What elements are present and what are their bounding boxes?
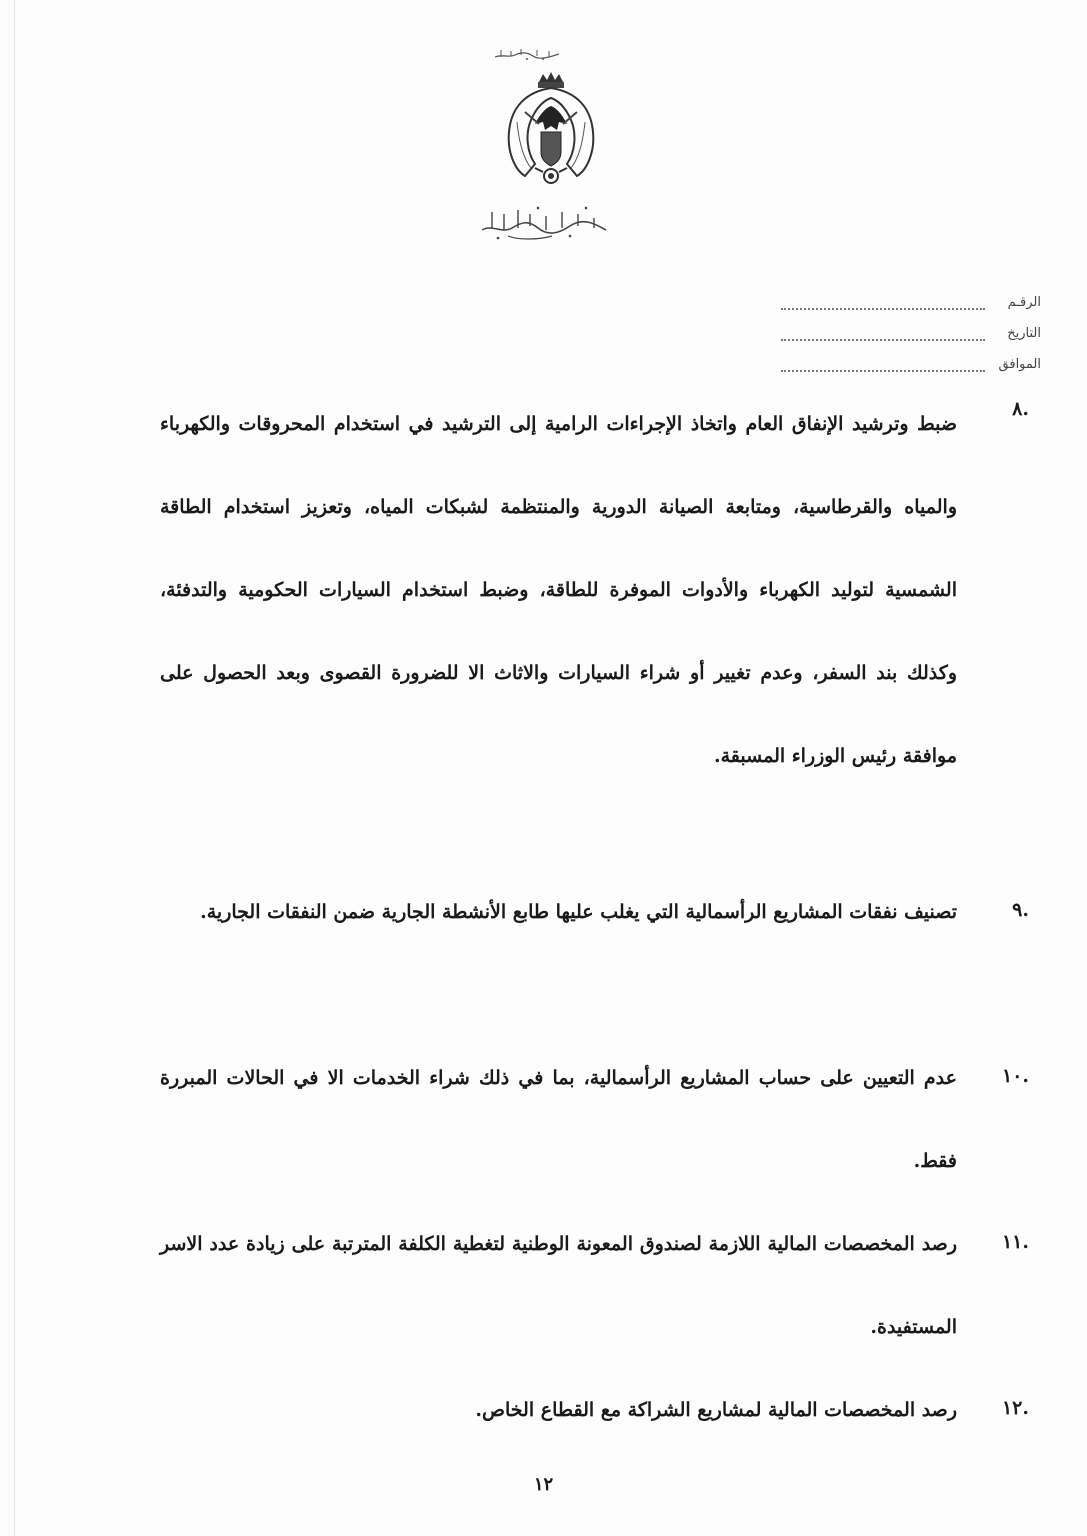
reference-date-label: التاريخ [1007,326,1041,341]
office-name-calligraphy [478,200,610,244]
list-item [160,884,1029,954]
reference-corresponding-dotted-line [781,366,985,372]
list-item-number: .١١ [1001,1231,1029,1253]
reference-fields [781,287,1041,380]
list-item-text: عدم التعيين على حساب المشاريع الرأسمالية، بما في ذلك شراء الخدمات الا في الحالات المبررة فقط. [160,1067,957,1172]
list-item [160,1050,1029,1203]
reference-date-row [781,318,1041,349]
basmala-calligraphy [493,46,561,62]
list-item-text: رصد المخصصات المالية لمشاريع الشراكة مع القطاع الخاص. [475,1399,957,1421]
list-item-number: .١٠ [1001,1065,1029,1087]
list-item [160,383,1029,798]
list-item-number: .٨ [1012,398,1029,420]
reference-number-dotted-line [781,304,985,310]
reference-number-row [781,287,1041,318]
list-item-number: .١٢ [1001,1397,1029,1419]
list-item [160,1382,1029,1452]
jordan-coat-of-arms-icon [505,72,597,188]
reference-corresponding-label: الموافق [998,357,1041,372]
list-item-text: رصد المخصصات المالية اللازمة لصندوق المعونة الوطنية لتغطية الكلفة المترتبة على زيادة عدد الاسر المستفيدة. [160,1233,957,1338]
document-body [160,396,1029,1421]
list-item-number: .٩ [1012,899,1029,921]
list-item-text: ضبط وترشيد الإنفاق العام واتخاذ الإجراءات الرامية إلى الترشيد في استخدام المحروقات والكهرباء والمياه والقرطاسية، ومتابعة الصيانة الدورية والمنتظمة لشبكات المياه، وتعزيز استخدام الطاقة الشمسية لتوليد الكهرباء والأدوات الموفرة للطاقة، وضبط استخدام السيارات الحكومية والتدفئة، وكذلك بند السفر، وعدم تغيير أو شراء السيارات والاثاث الا للضرورة القصوى وبعد الحصول على موافقة رئيس الوزراء المسبقة. [160,413,957,767]
reference-date-dotted-line [781,335,985,341]
page-number: ١٢ [533,1474,554,1495]
reference-number-label: الرقـم [1007,295,1041,310]
list-item-text: تصنيف نفقات المشاريع الرأسمالية التي يغلب عليها طابع الأنشطة الجارية ضمن النفقات الجارية. [200,901,957,923]
list-item [160,1216,1029,1369]
page-edge-line [14,0,15,1536]
reference-corresponding-row [781,349,1041,380]
